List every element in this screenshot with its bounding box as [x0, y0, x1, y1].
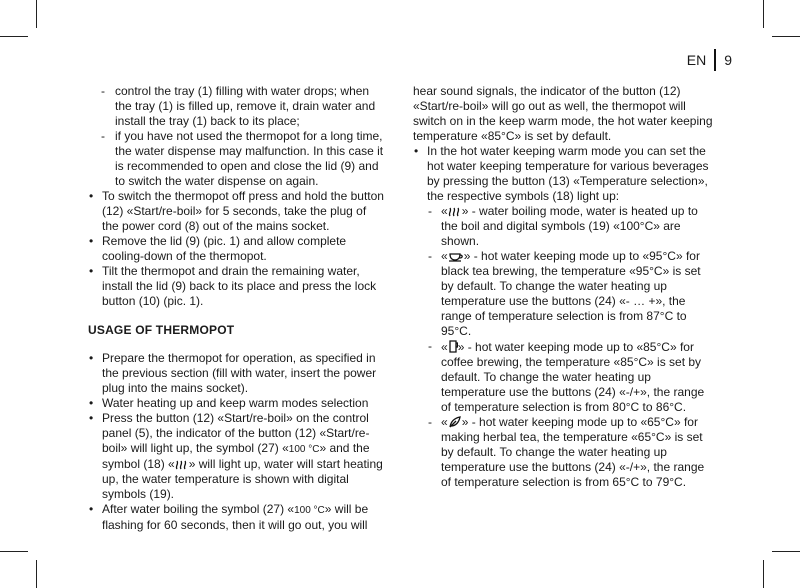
boil-icon	[175, 458, 189, 470]
coffee-icon	[448, 339, 458, 353]
list-item: • Water heating up and keep warm modes selection	[89, 396, 369, 410]
right-column	[413, 84, 715, 490]
list-item: - if you have not used the thermopot for a long time, the water dispense may malfunction. In this case it is recommended to open and close the lid (9) and to switch the water dispense on again.	[101, 129, 384, 188]
crop-mark	[772, 551, 800, 552]
crop-mark	[763, 560, 764, 588]
header-divider	[714, 49, 716, 71]
paragraph: hear sound signals, the indicator of the button (12) «Start/re-boil» will go out as well, the thermopot will switch on in the keep warm mode, the hot water keeping temperature «85°C» is set by default.	[413, 84, 713, 143]
list-item: - « » - hot water keeping mode up to «65°C» for making herbal tea, the temperature «65°C» is set by default. To change the water heating up temperature use the buttons (24) «-/+», the range of temperature selection is from 65°C to 79°C.	[428, 415, 705, 489]
tea-cup-icon	[448, 250, 464, 262]
list-item: - control the tray (1) filling with water drops; when the tray (1) is filled up, remove it, drain water and install the tray (1) back to its place;	[101, 84, 376, 128]
page-number: 9	[724, 52, 732, 68]
boil-icon	[448, 205, 462, 217]
list-item: • Press the button (12) «Start/re-boil» on the control panel (5), the indicator of the button (12) «Start/re-boil» will light up, the symbol (27) «100 °C» and the symbol (18) « » will light up, water will start heating up, the water temperature is shown with digital symbols (19).	[89, 411, 383, 501]
list-item: • After water boiling the symbol (27) «100 °C» will be flashing for 60 seconds, then it will go out, you will	[89, 502, 369, 532]
temperature-symbol: 100 °C	[288, 444, 320, 455]
crop-mark	[36, 0, 37, 28]
crop-mark	[0, 551, 28, 552]
list-item: - « » - water boiling mode, water is heated up to the boil and digital symbols (19) «100°C» are shown.	[428, 204, 698, 248]
list-item: • Tilt the thermopot and drain the remaining water, install the lid (9) back to its place and press the lock button (10) (pic. 1).	[89, 264, 377, 308]
list-item: • Prepare the thermopot for operation, as specified in the previous section (fill with water, insert the power plug into the mains socket).	[89, 351, 377, 395]
crop-mark	[763, 0, 764, 28]
list-item: • Remove the lid (9) (pic. 1) and allow complete cooling-down of the thermopot.	[89, 234, 347, 263]
herbal-leaf-icon	[448, 416, 462, 428]
crop-mark	[0, 36, 28, 37]
list-item: • To switch the thermopot off press and hold the button (12) «Start/re-boil» for 5 seconds, take the plug of the power cord (8) out of the mains socket.	[89, 189, 384, 233]
list-item: - « » - hot water keeping mode up to «85°C» for coffee brewing, the temperature «85°C» is set by default. To change the water heating up temperature use the buttons (24) «-/+», the range of temperature selection is from 80°C to 86°C.	[428, 339, 705, 414]
page-header	[687, 49, 732, 71]
section-heading: USAGE OF THERMOPOT	[88, 323, 235, 337]
temperature-symbol: 100 °C	[294, 505, 325, 516]
list-item: - « » - hot water keeping mode up to «95°C» for black tea brewing, the temperature «95°C» is set by default. To change the water heating up temperature use the buttons (24) «- … +», the range of temperature selection is from 87°C to 95°C.	[428, 249, 701, 338]
list-item: • In the hot water keeping warm mode you can set the hot water keeping temperature for various beverages by pressing the button (13) «Temperature selection», the respective symbols (18) light up:	[414, 144, 709, 203]
language-code: EN	[686, 52, 707, 68]
crop-mark	[36, 560, 37, 588]
left-column	[88, 84, 384, 533]
crop-mark	[772, 36, 800, 37]
